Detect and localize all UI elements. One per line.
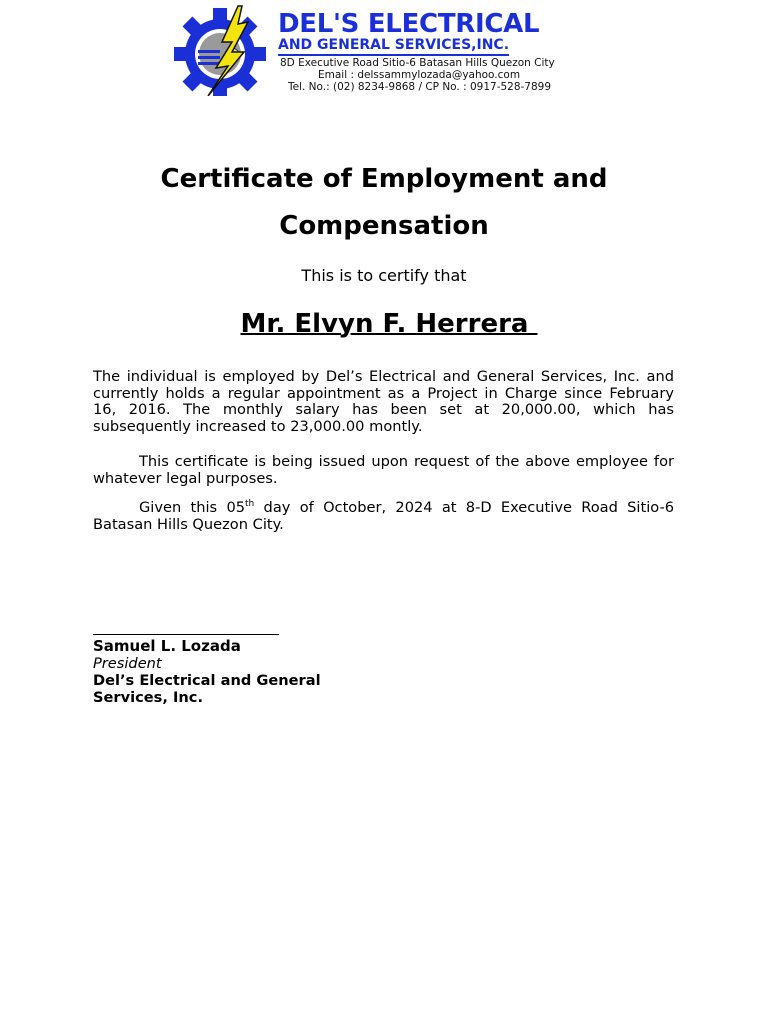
company-logo	[172, 4, 276, 96]
employment-paragraph: The individual is employed by Del’s Electrical and General Services, Inc. and currently holds a regular appointment as a Project in Charge since February 16, 2016. The monthly salary has been set at 20,000.00, which has subsequently increased to 23,000.00 montly.	[93, 368, 674, 435]
company-email: Email : delssammylozada@yahoo.com	[318, 69, 521, 81]
recipient-name: Mr. Elvyn F. Herrera	[240, 309, 538, 339]
recipient-name-block	[100, 308, 678, 340]
given-ordinal: th	[245, 499, 255, 510]
given-prefix: Given this 05	[139, 499, 246, 516]
company-phone: Tel. No.: (02) 8234-9868 / CP No. : 0917-528-7899	[288, 81, 552, 93]
signatory-name: Samuel L. Lozada	[93, 637, 241, 655]
gear-icon	[174, 8, 266, 96]
certificate-intro: This is to certify that	[301, 266, 467, 285]
signature-line	[93, 634, 279, 635]
given-suffix: day of October, 2024 at 8-D Executive Road Sitio-6 Batasan Hills Quezon City.	[93, 499, 674, 533]
certificate-title: Certificate of Employment and Compensation	[160, 164, 608, 241]
letterhead	[172, 4, 596, 96]
signatory-company: Del’s Electrical and General Services, Inc.	[93, 672, 321, 706]
purpose-paragraph: This certificate is being issued upon request of the above employee for whatever legal purposes.	[93, 453, 674, 487]
company-address: 8D Executive Road Sitio-6 Batasan Hills Quezon City	[280, 57, 555, 69]
given-paragraph	[93, 500, 674, 533]
company-name: DEL'S ELECTRICAL	[278, 9, 540, 39]
company-subtitle: AND GENERAL SERVICES,INC.	[278, 37, 509, 56]
signatory-position: President	[93, 655, 162, 672]
